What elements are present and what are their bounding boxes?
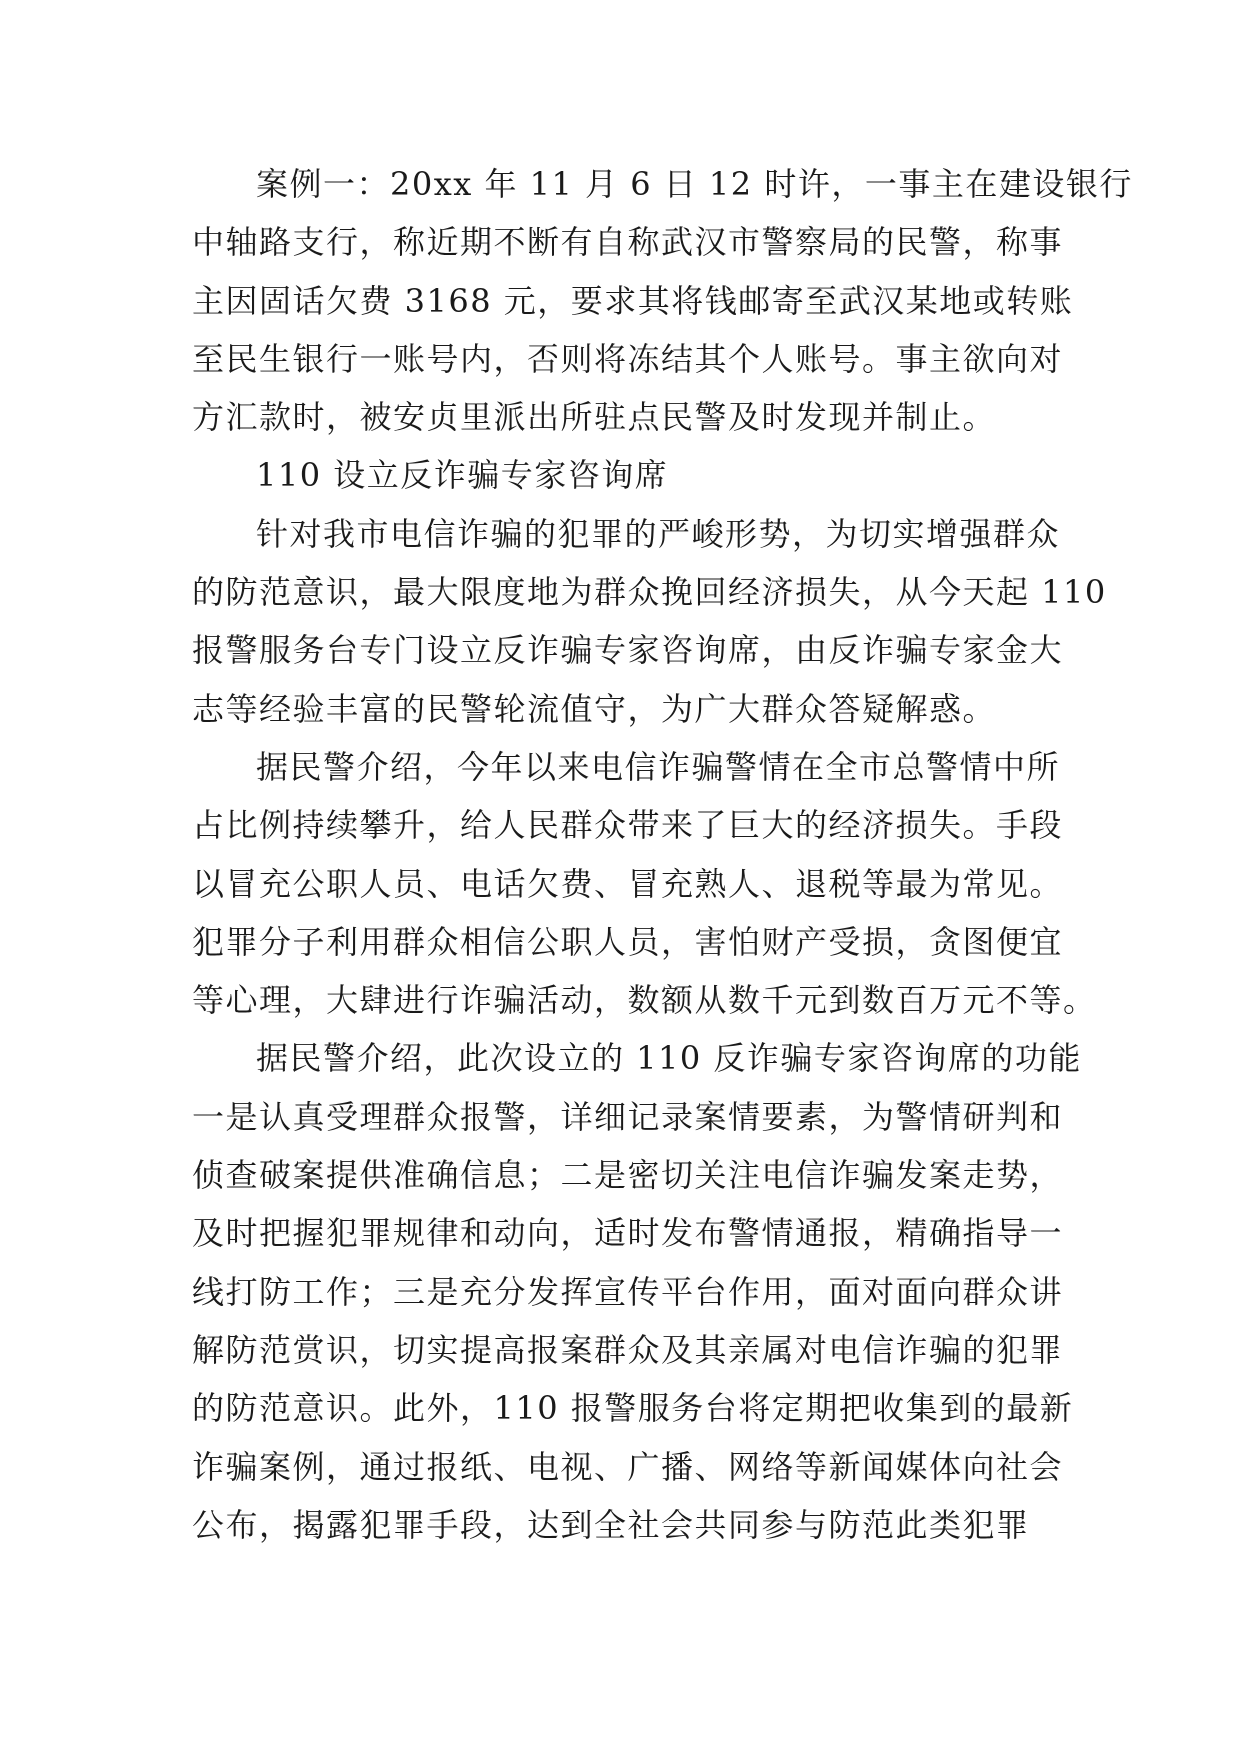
text-line: 据民警介绍，此次设立的 110 反诈骗专家咨询席的功能 <box>256 1039 1082 1078</box>
text-line: 及时把握犯罪规律和动向，适时发布警情通报，精确指导一 <box>192 1214 1064 1253</box>
text-line: 侦查破案提供准确信息；二是密切关注电信诈骗发案走势， <box>192 1156 1064 1195</box>
text-line: 以冒充公职人员、电话欠费、冒充熟人、退税等最为常见。 <box>192 864 1064 903</box>
text-line: 至民生银行一账号内，否则将冻结其个人账号。事主欲向对 <box>192 339 1064 378</box>
text-line: 占比例持续攀升，给人民群众带来了巨大的经济损失。手段 <box>192 806 1064 845</box>
text-line: 案例一：20xx 年 11 月 6 日 12 时许，一事主在建设银行 <box>256 165 1133 203</box>
text-line: 等心理，大肆进行诈骗活动，数额从数千元到数百万元不等。 <box>192 981 1097 1020</box>
text-line: 的防范意识。此外，110 报警服务台将定期把收集到的最新 <box>192 1389 1074 1428</box>
text-line: 主因固话欠费 3168 元，要求其将钱邮寄至武汉某地或转账 <box>192 281 1074 320</box>
text-line: 犯罪分子利用群众相信公职人员，害怕财产受损，贪图便宜 <box>192 922 1064 961</box>
text-line: 的防范意识，最大限度地为群众挽回经济损失，从今天起 110 <box>192 573 1107 612</box>
text-line: 一是认真受理群众报警，详细记录案情要素，为警情研判和 <box>192 1097 1064 1136</box>
text-line: 110 设立反诈骗专家咨询席 <box>256 456 669 495</box>
text-line: 诈骗案例，通过报纸、电视、广播、网络等新闻媒体向社会 <box>192 1447 1064 1486</box>
text-line: 公布，揭露犯罪手段，达到全社会共同参与防范此类犯罪 <box>192 1505 1030 1544</box>
text-line: 方汇款时，被安贞里派出所驻点民警及时发现并制止。 <box>192 398 997 437</box>
text-line: 针对我市电信诈骗的犯罪的严峻形势，为切实增强群众 <box>256 514 1061 553</box>
text-line: 解防范赏识，切实提高报案群众及其亲属对电信诈骗的犯罪 <box>192 1330 1064 1369</box>
document-body <box>192 155 1133 1554</box>
text-line: 志等经验丰富的民警轮流值守，为广大群众答疑解惑。 <box>192 689 997 728</box>
text-line: 据民警介绍，今年以来电信诈骗警情在全市总警情中所 <box>256 747 1061 786</box>
text-line: 报警服务台专门设立反诈骗专家咨询席，由反诈骗专家金大 <box>192 631 1064 670</box>
text-line: 线打防工作；三是充分发挥宣传平台作用，面对面向群众讲 <box>192 1272 1064 1311</box>
text-line: 中轴路支行，称近期不断有自称武汉市警察局的民警，称事 <box>192 223 1064 262</box>
